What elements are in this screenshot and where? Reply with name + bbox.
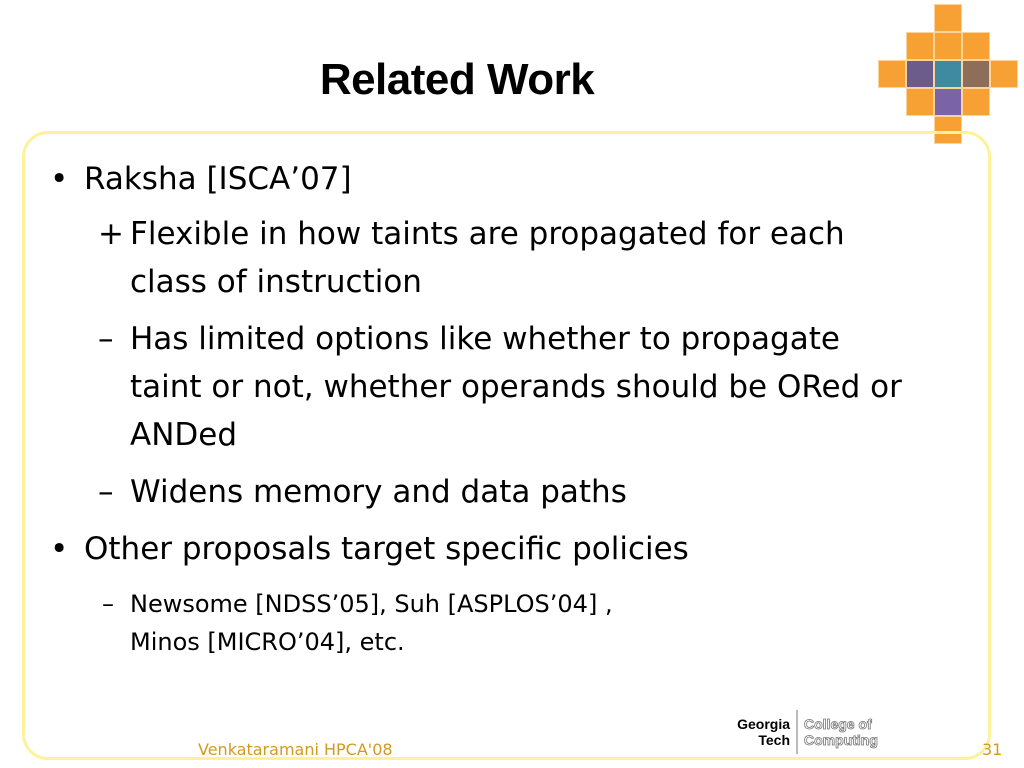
sub-bullet-text: Widens memory and data paths [130, 474, 627, 510]
sub-bullet-text: ANDed [130, 417, 238, 453]
sub-bullet-text: class of instruction [130, 264, 422, 300]
logo-text: Tech [758, 732, 790, 748]
logo-text: College of [804, 716, 872, 732]
bullet-text: Raksha [ISCA’07] [84, 161, 352, 197]
footer-author: Venkataramani HPCA'08 [198, 740, 393, 759]
sub-bullet-text: taint or not, whether operands should be ORed or [130, 369, 902, 405]
logo-text: Georgia [737, 716, 790, 732]
sub-bullet-text: Newsome [NDSS’05], Suh [ASPLOS’04] , [130, 590, 613, 618]
sub-bullet-text: Minos [MICRO’04], etc. [130, 628, 405, 656]
bullet-marker: • [50, 161, 69, 197]
page-number: 31 [982, 740, 1003, 759]
sub-bullet-text: Flexible in how taints are propagated for each [130, 216, 845, 252]
bullet-marker: • [50, 531, 69, 567]
bullet-text: Other proposals target specific policies [84, 531, 689, 567]
sub-bullet-marker: – [102, 590, 114, 618]
georgia-tech-logo [724, 707, 888, 757]
sub-bullet-marker: – [98, 474, 114, 510]
slide-title: Related Work [319, 55, 595, 104]
logo-text: Computing [804, 732, 878, 748]
logo-divider [796, 710, 798, 754]
sub-bullet-text: Has limited options like whether to propagate [130, 321, 840, 357]
sub-bullet-marker: – [98, 321, 114, 357]
sub-bullet-marker: + [98, 216, 124, 252]
